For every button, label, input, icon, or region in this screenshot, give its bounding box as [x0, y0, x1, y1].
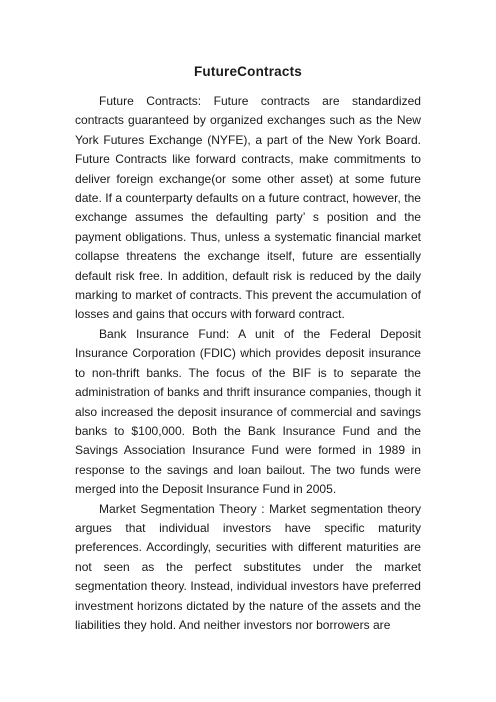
paragraph-future-contracts: Future Contracts: Future contracts are standardized contracts guaranteed by organized exchanges such as the New York Futures Exchange (NYFE), a part of the New York Board. Future Contracts like forward contracts, make commitments to deliver foreign exchange(or some other asset) at some future date. If a counterparty defaults on a future contract, however, the exchange assumes the defaulting party’ s position and the payment obligations. Thus, unless a systematic financial market collapse threatens the exchange itself, future are essentially default risk free. In addition, default risk is reduced by the daily marking to market of contracts. This prevent the accumulation of losses and gains that occurs with forward contract. [75, 94, 421, 322]
document-body [75, 92, 421, 635]
document-title: FutureContracts [193, 64, 302, 79]
paragraph-bank-insurance-fund: Bank Insurance Fund: A unit of the Federal Deposit Insurance Corporation (FDIC) which provides deposit insurance to non-thrift banks. The focus of the BIF is to separate the administration of banks and thrift insurance companies, though it also increased the deposit insurance of commercial and savings banks to $100,000. Both the Bank Insurance Fund and the Savings Association Insurance Fund were formed in 1989 in response to the savings and loan bailout. The two funds were merged into the Deposit Insurance Fund in 2005. [75, 326, 421, 497]
paragraph-market-segmentation-theory: Market Segmentation Theory : Market segmentation theory argues that individual investors have specific maturity preferences. Accordingly, securities with different maturities are not seen as the perfect substitutes under the market segmentation theory. Instead, individual investors have preferred investment horizons dictated by the nature of the assets and the liabilities they hold. And neither investors nor borrowers are [75, 501, 421, 632]
